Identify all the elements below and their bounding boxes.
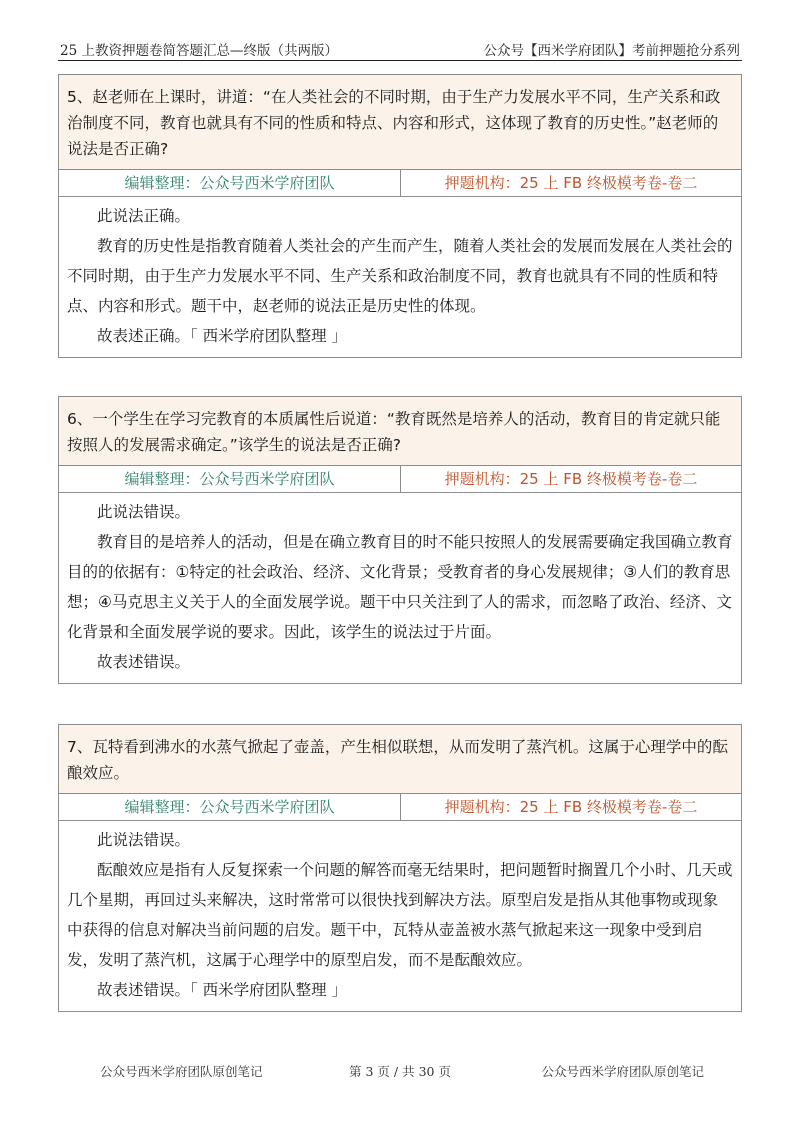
answer-explanation: 教育目的是培养人的活动，但是在确立教育目的时不能只按照人的发展需要确定我国确立教育目的的依据有：①特定的社会政治、经济、文化背景；受教育者的身心发展规律；③人们的教育思想；④马克思主义关于人的全面发展学说。题干中只关注到了人的需求，而忽略了政治、经济、文化背景和全面发展学说的要求。因此，该学生的说法过于片面。	[67, 533, 733, 641]
footer-right-note: 公众号西米学府团队原创笔记	[541, 1064, 704, 1079]
answer-conclusion: 故表述正确。「 西米学府团队整理 」	[97, 327, 348, 345]
header-series-title: 公众号【西米学府团队】考前押题抢分系列	[483, 43, 740, 59]
header-doc-title: 25 上教资押题卷简答题汇总—终版（共两版）	[60, 43, 338, 59]
answer-verdict: 此说法正确。	[97, 207, 191, 225]
source-org: 押题机构：25 上 FB 终极模考卷-卷二	[444, 174, 698, 192]
answer-conclusion: 故表述错误。「 西米学府团队整理 」	[97, 981, 348, 999]
answer-explanation: 教育的历史性是指教育随着人类社会的产生而产生，随着人类社会的发展而发展在人类社会的不同时期，由于生产力发展水平不同、生产关系和政治制度不同，教育也就具有不同的性质和特点、内容和形式。题干中，赵老师的说法正是历史性的体现。	[67, 237, 733, 315]
editor-credit: 编辑整理：公众号西米学府团队	[59, 794, 401, 820]
editor-credit: 编辑整理：公众号西米学府团队	[59, 466, 401, 492]
page-footer	[0, 1062, 800, 1082]
question-card-6	[58, 396, 742, 684]
footer-left-note: 公众号西米学府团队原创笔记	[100, 1064, 263, 1079]
answer-explanation: 酝酿效应是指有人反复探索一个问题的解答而毫无结果时，把问题暂时搁置几个小时、几天或几个星期，再回过头来解决，这时常常可以很快找到解决方法。原型启发是指从其他事物或现象中获得的信息对解决当前问题的启发。题干中，瓦特从壶盖被水蒸气掀起来这一现象中受到启发，发明了蒸汽机，这属于心理学中的原型启发，而不是酝酿效应。	[67, 861, 733, 969]
answer-block	[59, 197, 741, 357]
question-text: 6、一个学生在学习完教育的本质属性后说道：“教育既然是培养人的活动，教育目的肯定就只能按照人的发展需求确定。”该学生的说法是否正确?	[59, 397, 741, 466]
answer-verdict: 此说法错误。	[97, 503, 191, 521]
question-meta-row	[59, 794, 741, 821]
question-meta-row	[59, 170, 741, 197]
question-card-5	[58, 74, 742, 358]
answer-block	[59, 493, 741, 683]
source-org: 押题机构：25 上 FB 终极模考卷-卷二	[444, 798, 698, 816]
question-card-7	[58, 724, 742, 1012]
page-header	[58, 36, 742, 61]
answer-verdict: 此说法错误。	[97, 831, 191, 849]
page-number: 第 3 页 / 共 30 页	[349, 1064, 451, 1079]
source-org: 押题机构：25 上 FB 终极模考卷-卷二	[444, 470, 698, 488]
question-meta-row	[59, 466, 741, 493]
answer-conclusion: 故表述错误。	[97, 653, 191, 671]
question-text: 5、赵老师在上课时，讲道：“在人类社会的不同时期，由于生产力发展水平不同，生产关系和政治制度不同，教育也就具有不同的性质和特点、内容和形式，这体现了教育的历史性。”赵老师的说法是否正确?	[59, 75, 741, 170]
editor-credit: 编辑整理：公众号西米学府团队	[59, 170, 401, 196]
answer-block	[59, 821, 741, 1011]
question-text: 7、瓦特看到沸水的水蒸气掀起了壶盖，产生相似联想，从而发明了蒸汽机。这属于心理学中的酝酿效应。	[59, 725, 741, 794]
